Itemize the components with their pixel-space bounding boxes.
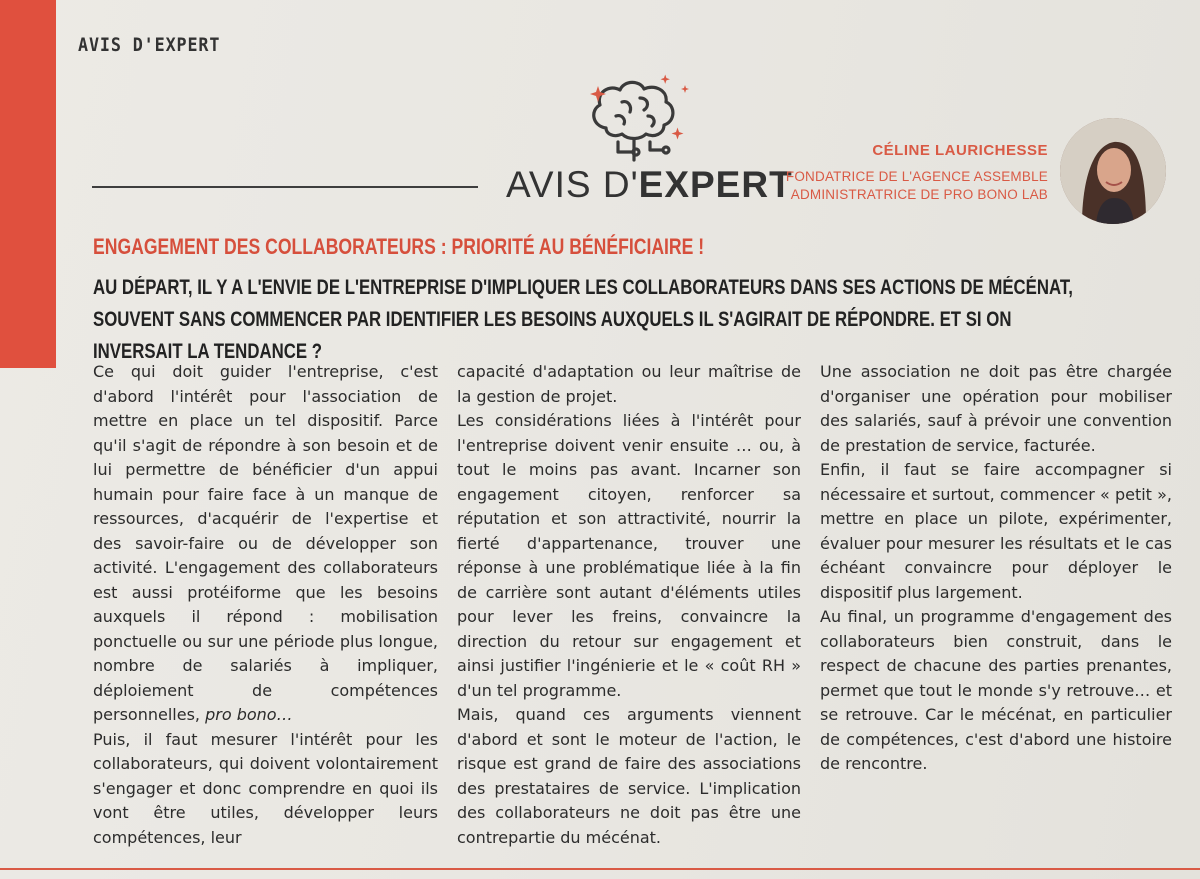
author-role-1: FONDATRICE DE L'AGENCE ASSEMBLE bbox=[785, 169, 1048, 184]
paragraph: Enfin, il faut se faire accompagner si nécessaire et surtout, commencer « petit », mettre en place un pilote, expérimenter, évaluer pour mesurer les résultats et le cas échéant convaincre pour déployer le dispositif plus largement. bbox=[820, 460, 1172, 602]
paragraph: Une association ne doit pas être chargée d'organiser une opération pour mobiliser des salariés, sauf à prévoir une convention de prestation de service, facturée. bbox=[820, 362, 1172, 455]
paragraph: capacité d'adaptation ou leur maîtrise de la gestion de projet. bbox=[457, 362, 801, 406]
italic-text: pro bono… bbox=[205, 705, 293, 724]
bottom-rule bbox=[0, 868, 1200, 870]
article-column-3 bbox=[820, 360, 1172, 777]
logo-word-1: AVIS D' bbox=[506, 164, 639, 205]
accent-bar bbox=[0, 0, 56, 368]
author-photo bbox=[1060, 118, 1166, 224]
paragraph bbox=[93, 360, 438, 728]
brain-icon bbox=[578, 70, 694, 166]
article-column-1 bbox=[93, 360, 438, 850]
author-role-2: ADMINISTRATRICE DE PRO BONO LAB bbox=[790, 187, 1048, 202]
author-name: CÉLINE LAURICHESSE bbox=[872, 142, 1048, 159]
logo-word-2: EXPERT bbox=[638, 164, 793, 205]
divider-line bbox=[92, 186, 478, 188]
article-column-2 bbox=[457, 360, 801, 850]
paragraph: Puis, il faut mesurer l'intérêt pour les collaborateurs, qui doivent volontairement s'engager et donc comprendre en quoi ils vont être utiles, développer leurs compétences, leur bbox=[93, 729, 438, 847]
avis-expert-logo bbox=[506, 70, 793, 210]
logo-wordmark bbox=[506, 164, 793, 206]
portrait-image bbox=[1060, 118, 1166, 224]
paragraph-text: Ce qui doit guider l'entreprise, c'est d'abord l'intérêt pour l'association de mettre en place un tel dispositif. Parce qu'il s'agit de répondre à son besoin et de lui permettre de bénéficier d'un appui humain pour faire face à un manque de ressources, d'acquérir de l'expertise et des savoir-faire ou de développer son activité. L'engagement des collaborateurs est aussi protéiforme que les besoins auxquels il répond : mobilisation ponctuelle ou sur une période plus longue, nombre de salariés à impliquer, déploiement de compétences personnelles, bbox=[93, 362, 438, 724]
paragraph: Les considérations liées à l'intérêt pour l'entreprise doivent venir ensuite … ou, à tout le moins pas avant. Incarner son engagement citoyen, renforcer sa réputation et son attractivité, nourrir la fierté d'appartenance, trouver une réponse à une problématique liée à la fin de carrière sont autant d'éléments utiles pour lever les freins, convaincre la direction du retour sur engagement et ainsi justifier l'ingénierie et le « coût RH » d'un tel programme. bbox=[457, 411, 801, 700]
author-block bbox=[786, 142, 1048, 204]
section-label: AVIS D'EXPERT bbox=[78, 34, 221, 56]
paragraph: Au final, un programme d'engagement des collaborateurs bien construit, dans le respect de chacune des parties prenantes, permet que tout le monde s'y retrouve… et se retrouve. Car le mécénat, en particulier de compétences, c'est d'abord une histoire de rencontre. bbox=[820, 607, 1172, 773]
paragraph: Mais, quand ces arguments viennent d'abord et sont le moteur de l'action, le risque est grand de faire des associations des prestataires de service. L'implication des collaborateurs ne doit pas être une contrepartie du mécénat. bbox=[457, 705, 801, 847]
article-lead: AU DÉPART, IL Y A L'ENVIE DE L'ENTREPRISE D'IMPLIQUER LES COLLABORATEURS DANS SES ACTIONS DE MÉCÉNAT, SOUVENT SANS COMMENCER PAR IDENTIFIER LES BESOINS AUXQUELS IL S'AGIRAIT DE RÉPONDRE. ET SI ON INVERSAIT LA TENDANCE ? bbox=[93, 276, 1073, 363]
article-headline: ENGAGEMENT DES COLLABORATEURS : PRIORITÉ AU BÉNÉFICIAIRE ! bbox=[93, 234, 705, 259]
